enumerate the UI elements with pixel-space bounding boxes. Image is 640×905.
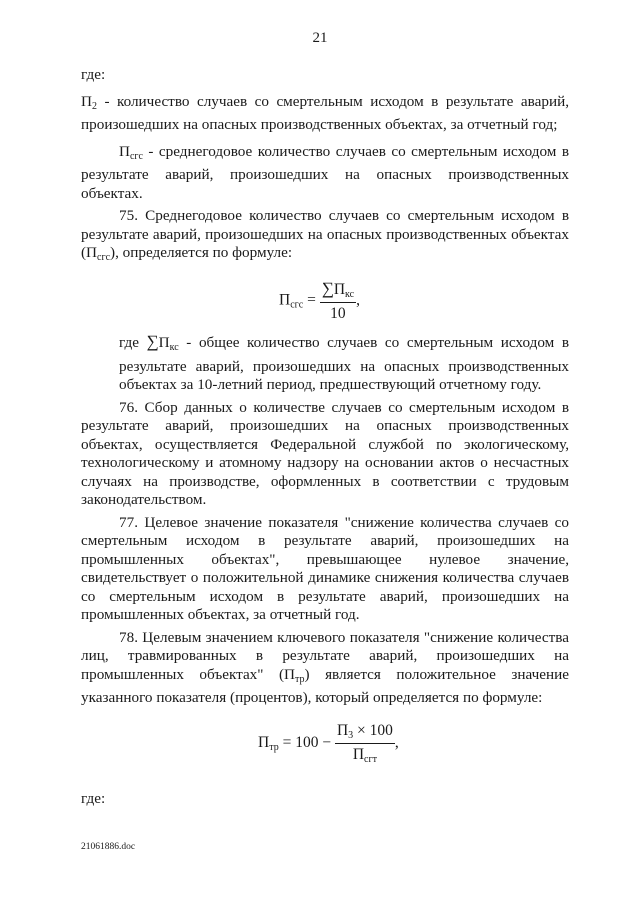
where-label: где: [81, 66, 106, 83]
definition-sum-pks: где $\sum П_{кс}$ - общее количество случаев со смертельным исходом в результате аварий, произошедших на опасных производственных объектах за 10-летний период, предшествующий отчетному году. [119, 332, 570, 393]
text-block-1 [81, 66, 569, 268]
fraction: $\frac{\sum П_{кс}}{10}$ [321, 279, 355, 322]
text-block-3 [81, 790, 569, 809]
paragraph-76: 76. Сбор данных о количестве случаев со смертельным исходом в результате аварий, произошедших на опасных производственных объектах, осуществляется Федеральной службой по экологическому, технологическому и атомному надзору на основании актов о несчастных случаях на производстве, оформленных в соответствии с трудовым законодательством. [81, 398, 569, 508]
definition-p2: $П_2$ - количество случаев со смертельным исходом в результате аварий, произошедших на опасных производственных объектах, за отчетный год; [81, 92, 569, 133]
formula-psgs: $П_{сгс}$ = $\frac{\sum П_{кс}}{10}$ , [279, 279, 360, 322]
fraction: $\frac{П_3 \times 100}{П_{сгт}}$ [336, 722, 393, 765]
text-block-2 [81, 333, 569, 708]
file-name-footer: 21061886.doc [81, 842, 136, 852]
page-number: 21 [312, 30, 328, 46]
formula-ptr: $П_{тр} = 100$ − $\frac{П_3 \times 100}{П_{сгт}}$ , [258, 722, 399, 765]
paragraph-75: 75. Среднегодовое количество случаев со смертельным исходом в результате аварий, произошедших на опасных производственных объектах $(П_{сгс})$, определяется по формуле: [81, 207, 569, 263]
definition-psgs: $П_{сгс}$ - среднегодовое количество случаев со смертельным исходом в результате аварий, произошедших на опасных производственных объектах. [81, 142, 569, 202]
paragraph-77: 77. Целевое значение показателя "снижение количества случаев со смертельным исходом в результате аварий, произошедших на промышленных объектах", превышающее нулевое значение, свидетельствует о положительной динамике снижения количества случаев со смертельным исходом в результате аварий, произошедших на промышленных объектах, за отчетный год. [81, 513, 569, 623]
where-label-2: где: [81, 790, 106, 807]
paragraph-78: 78. Целевым значением ключевого показателя "снижение количества лиц, травмированных в результате аварий, произошедших на промышленных объектах" $(П_{тр})$ является положительное значение указанного показателя (процентов), который определяется по формуле: [81, 628, 569, 706]
